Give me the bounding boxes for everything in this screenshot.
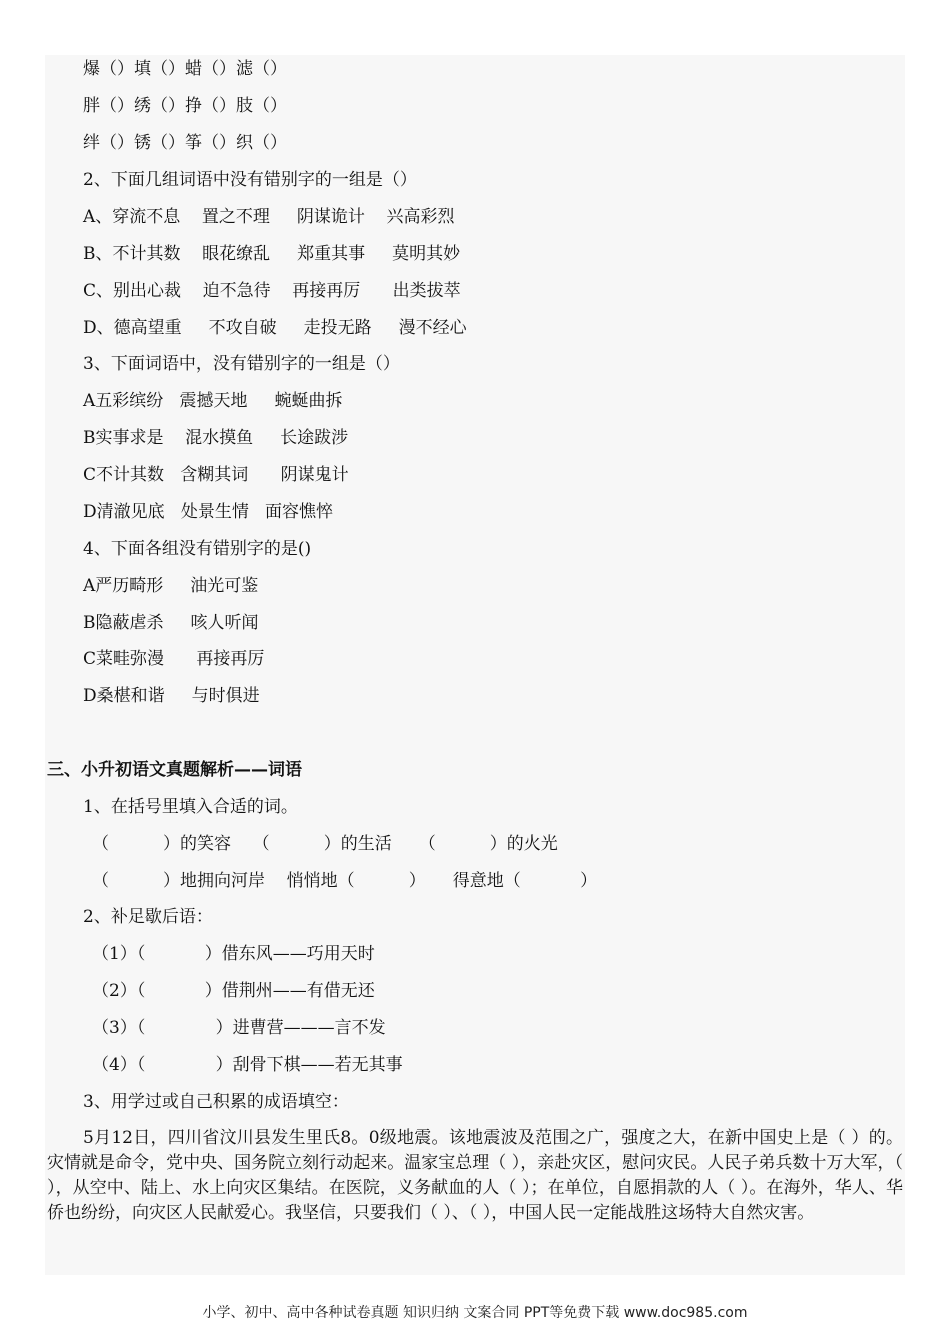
section3-q2-item-1: （1）（ ）借东风——巧用天时 — [92, 944, 375, 964]
question-3-option-b: B实事求是 混水摸鱼 长途跋涉 — [83, 428, 349, 448]
question-4-option-b: B隐蔽虐杀 咳人听闻 — [83, 613, 259, 633]
section-heading: 三、小升初语文真题解析——词语 — [47, 760, 302, 780]
question-2-stem: 2、下面几组词语中没有错别字的一组是（） — [83, 170, 417, 190]
question-2-option-a: A、穿流不息 置之不理 阴谋诡计 兴高彩烈 — [83, 207, 455, 227]
section3-q1-stem: 1、在括号里填入合适的词。 — [83, 797, 298, 817]
section3-q1-row-1: （ ）的笑容 （ ）的生活 （ ）的火光 — [92, 834, 558, 854]
question-2-option-b: B、不计其数 眼花缭乱 郑重其事 莫明其妙 — [83, 244, 461, 264]
question-3-option-d: D清澈见底 处景生情 面容憔悴 — [83, 502, 334, 522]
question-3-option-a: A五彩缤纷 震撼天地 蜿蜒曲拆 — [83, 391, 343, 411]
char-row-3: 绊（）锈（）筝（）织（） — [83, 133, 287, 153]
question-4-option-d: D桑椹和谐 与时俱进 — [83, 686, 260, 706]
section3-q3-stem: 3、用学过或自己积累的成语填空： — [83, 1092, 349, 1112]
char-row-2: 胖（）绣（）挣（）肢（） — [83, 96, 287, 116]
section3-q2-stem: 2、补足歇后语： — [83, 907, 213, 927]
section3-q3-paragraph: 5月12日，四川省汶川县发生里氏8。0级地震。该地震波及范围之广，强度之大，在新中国史上是（ ）的。灾情就是命令，党中央、国务院立刻行动起来。温家宝总理（ ），亲赴灾区，慰问灾民。人民子弟兵数十万大军，（ ），从空中、陆上、水上向灾区集结。在医院，义务献血的人（ ）；在单位，自愿捐款的人（ ）。在海外，华人、华侨也纷纷，向灾区人民献爱心。我坚信，只要我们（ ）、（ ），中国人民一定能战胜这场特大自然灾害。 — [47, 1128, 903, 1223]
question-4-stem: 4、下面各组没有错别字的是() — [83, 539, 312, 559]
section3-q2-item-2: （2）（ ）借荆州——有借无还 — [92, 981, 375, 1001]
question-2-option-d: D、德高望重 不攻自破 走投无路 漫不经心 — [83, 318, 467, 338]
question-4-option-a: A严历畸形 油光可鉴 — [83, 576, 259, 596]
question-3-option-c: C不计其数 含糊其词 阴谋鬼计 — [83, 465, 349, 485]
section3-q2-item-4: （4）（ ）刮骨下棋——若无其事 — [92, 1055, 403, 1075]
section3-q2-item-3: （3）（ ）进曹营———言不发 — [92, 1018, 386, 1038]
question-3-stem: 3、下面词语中，没有错别字的一组是（） — [83, 354, 400, 374]
section3-q1-row-2: （ ）地拥向河岸 悄悄地（ ） 得意地（ ） — [92, 871, 598, 891]
char-row-1: 爆（）填（）蜡（）滤（） — [83, 59, 287, 79]
question-4-option-c: C菜畦弥漫 再接再厉 — [83, 649, 265, 669]
question-2-option-c: C、别出心裁 迫不急待 再接再厉 出类拔萃 — [83, 281, 461, 301]
page-footer: 小学、初中、高中各种试卷真题 知识归纳 文案合同 PPT等免费下载 www.doc985.com — [202, 1305, 748, 1321]
